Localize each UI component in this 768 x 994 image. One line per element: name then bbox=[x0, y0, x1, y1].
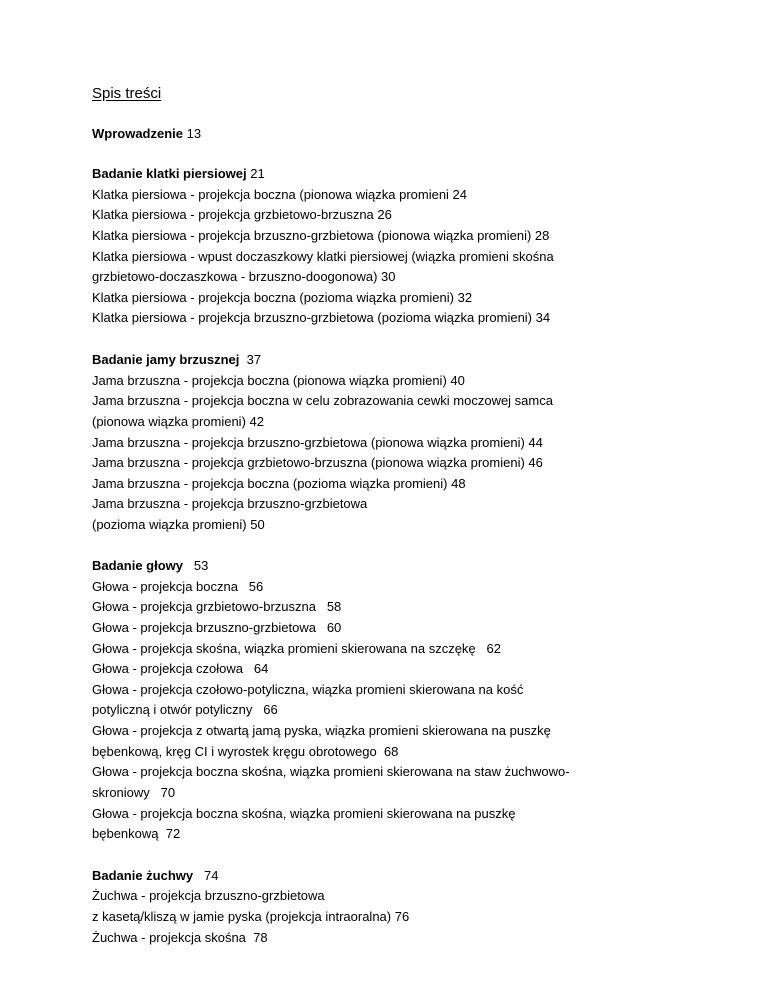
toc-section-heading bbox=[92, 166, 265, 182]
toc-entry bbox=[92, 187, 467, 203]
toc-entry bbox=[92, 517, 265, 533]
toc-section-title: Wprowadzenie bbox=[92, 126, 184, 141]
toc-section-heading bbox=[92, 126, 201, 142]
toc-entry bbox=[92, 496, 367, 512]
toc-entry bbox=[92, 310, 550, 326]
toc-entry bbox=[92, 249, 554, 265]
toc-entry bbox=[92, 393, 553, 409]
toc-entry-text: (pionowa wiązka promieni) 42 bbox=[92, 414, 264, 429]
toc-entry bbox=[92, 414, 264, 430]
toc-entry-text: skroniowy 70 bbox=[92, 785, 176, 800]
toc-section-title: Badanie klatki piersiowej bbox=[92, 166, 247, 181]
toc-entry-text: bębenkową 72 bbox=[92, 826, 181, 841]
toc-section-page: 37 bbox=[239, 352, 262, 367]
toc-section-page: 53 bbox=[183, 558, 209, 573]
toc-entry-text: Głowa - projekcja brzuszno-grzbietowa 60 bbox=[92, 620, 342, 635]
toc-entry-text: Jama brzuszna - projekcja boczna w celu zobrazowania cewki moczowej samca bbox=[92, 393, 553, 408]
toc-entry-text: Jama brzuszna - projekcja brzuszno-grzbietowa (pionowa wiązka promieni) 44 bbox=[92, 435, 543, 450]
toc-section-heading bbox=[92, 558, 208, 574]
toc-entry-text: Głowa - projekcja czołowa 64 bbox=[92, 661, 269, 676]
page-title: Spis treści bbox=[92, 85, 162, 102]
toc-entry bbox=[92, 207, 392, 223]
toc-entry-text: grzbietowo-doczaszkowa - brzuszno-doogonowa) 30 bbox=[92, 269, 396, 284]
toc-entry bbox=[92, 599, 341, 615]
toc-entry bbox=[92, 682, 523, 698]
toc-entry-text: Klatka piersiowa - projekcja grzbietowo-brzuszna 26 bbox=[92, 207, 392, 222]
toc-entry bbox=[92, 435, 543, 451]
toc-entry-text: Głowa - projekcja skośna, wiązka promieni skierowana na szczękę 62 bbox=[92, 641, 501, 656]
toc-section-heading bbox=[92, 352, 261, 368]
toc-entry bbox=[92, 744, 398, 760]
toc-entry-text: Głowa - projekcja boczna 56 bbox=[92, 579, 264, 594]
toc-entry bbox=[92, 290, 472, 306]
toc-section-title: Badanie głowy bbox=[92, 558, 184, 573]
toc-entry bbox=[92, 826, 180, 842]
toc-entry bbox=[92, 373, 465, 389]
toc-entry-text: (pozioma wiązka promieni) 50 bbox=[92, 517, 265, 532]
toc-section-page: 74 bbox=[193, 868, 219, 883]
toc-entry bbox=[92, 785, 175, 801]
toc-entry bbox=[92, 930, 268, 946]
toc-entry-text: Jama brzuszna - projekcja boczna (pionowa wiązka promieni) 40 bbox=[92, 373, 465, 388]
toc-entry-text: Klatka piersiowa - wpust doczaszkowy klatki piersiowej (wiązka promieni skośna bbox=[92, 249, 554, 264]
toc-entry-text: Żuchwa - projekcja skośna 78 bbox=[92, 930, 268, 945]
toc-entry-text: Jama brzuszna - projekcja brzuszno-grzbietowa bbox=[92, 496, 368, 511]
toc-entry-text: bębenkową, kręg CI i wyrostek kręgu obrotowego 68 bbox=[92, 744, 399, 759]
toc-entry bbox=[92, 269, 396, 285]
toc-entry bbox=[92, 620, 341, 636]
toc-entry-text: Głowa - projekcja boczna skośna, wiązka promieni skierowana na staw żuchwowo- bbox=[92, 764, 570, 779]
toc-entry bbox=[92, 723, 551, 739]
toc-entry-text: Jama brzuszna - projekcja boczna (pozioma wiązka promieni) 48 bbox=[92, 476, 466, 491]
toc-entry bbox=[92, 228, 549, 244]
toc-entry-text: Głowa - projekcja boczna skośna, wiązka promieni skierowana na puszkę bbox=[92, 806, 516, 821]
toc-section-page: 13 bbox=[183, 126, 202, 141]
toc-entry-text: z kasetą/kliszą w jamie pyska (projekcja intraoralna) 76 bbox=[92, 909, 410, 924]
toc-entry-text: Klatka piersiowa - projekcja boczna (pionowa wiązka promieni 24 bbox=[92, 187, 468, 202]
toc-section-title: Badanie żuchwy bbox=[92, 868, 194, 883]
toc-entry bbox=[92, 764, 570, 780]
toc-entry bbox=[92, 702, 278, 718]
toc-entry bbox=[92, 806, 515, 822]
toc-entry-text: potyliczną i otwór potyliczny 66 bbox=[92, 702, 278, 717]
toc-entry bbox=[92, 579, 263, 595]
toc-entry-text: Głowa - projekcja grzbietowo-brzuszna 58 bbox=[92, 599, 342, 614]
toc-entry-text: Klatka piersiowa - projekcja brzuszno-grzbietowa (pionowa wiązka promieni) 28 bbox=[92, 228, 550, 243]
toc-entry bbox=[92, 641, 501, 657]
toc-entry-text: Klatka piersiowa - projekcja brzuszno-grzbietowa (pozioma wiązka promieni) 34 bbox=[92, 310, 551, 325]
toc-entry-text: Klatka piersiowa - projekcja boczna (pozioma wiązka promieni) 32 bbox=[92, 290, 473, 305]
toc-entry bbox=[92, 888, 325, 904]
toc-section-page: 21 bbox=[246, 166, 265, 181]
toc-entry-text: Żuchwa - projekcja brzuszno-grzbietowa bbox=[92, 888, 325, 903]
toc-section-title: Badanie jamy brzusznej bbox=[92, 352, 240, 367]
toc-entry bbox=[92, 909, 409, 925]
toc-entry-text: Jama brzuszna - projekcja grzbietowo-brzuszna (pionowa wiązka promieni) 46 bbox=[92, 455, 543, 470]
toc-entry-text: Głowa - projekcja z otwartą jamą pyska, wiązka promieni skierowana na puszkę bbox=[92, 723, 551, 738]
toc-entry bbox=[92, 476, 466, 492]
toc-entry-text: Głowa - projekcja czołowo-potyliczna, wiązka promieni skierowana na kość bbox=[92, 682, 524, 697]
toc-entry bbox=[92, 661, 268, 677]
toc-section-heading bbox=[92, 868, 218, 884]
toc-entry bbox=[92, 455, 543, 471]
